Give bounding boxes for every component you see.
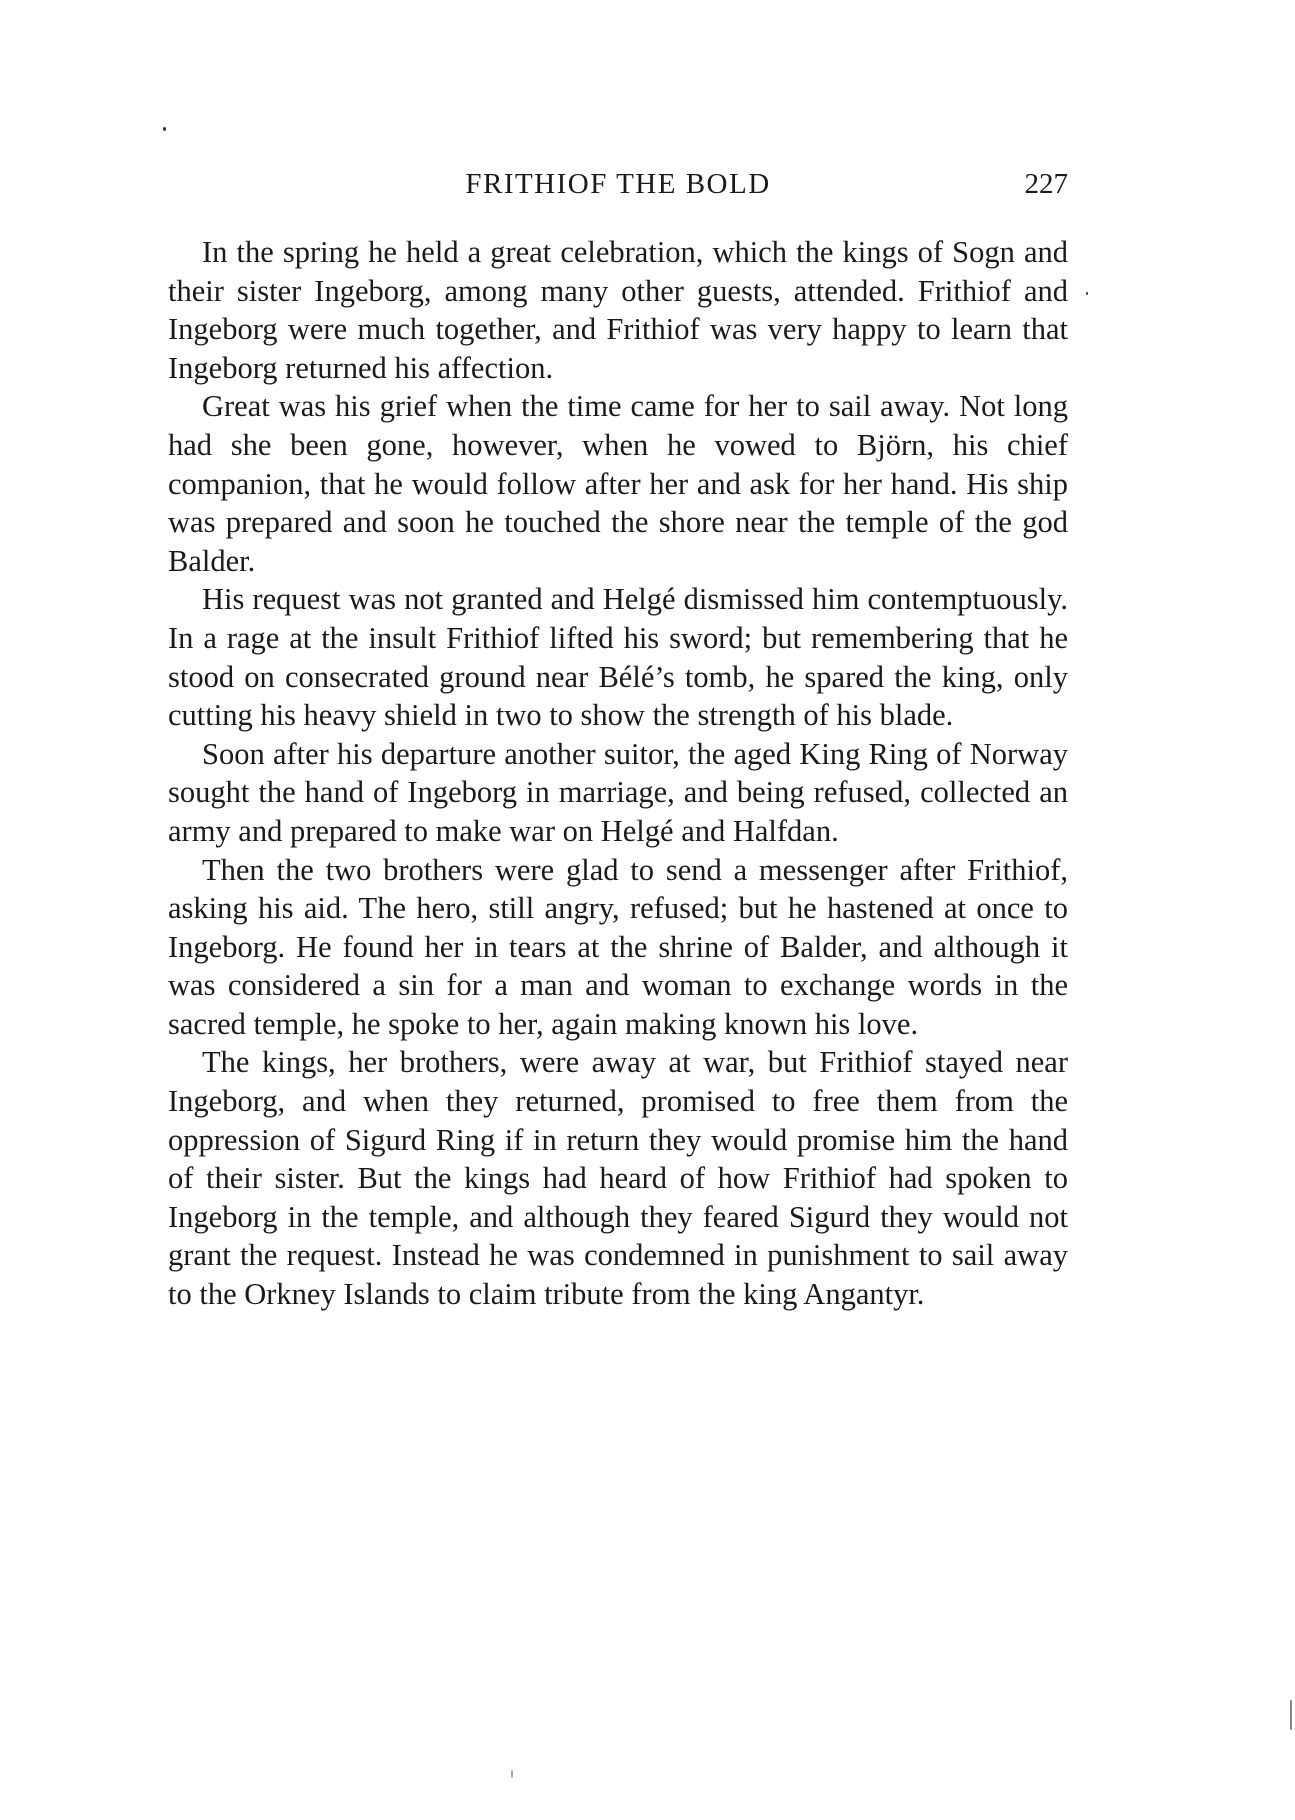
paragraph-3: His request was not granted and Helgé dismissed him contemptuously. In a rage at the insult Frithiof lifted his sword; but remembering that he stood on consecrated ground near Bélé’s tomb, he spared the king, only cutting his heavy shield in two to show the strength of his blade. — [168, 582, 1068, 733]
scan-speck — [1290, 1700, 1292, 1730]
paragraph-5: Then the two brothers were glad to send a messenger after Frithiof, asking his aid. The hero, still angry, refused; but he hastened at once to Ingeborg. He found her in tears at the shrine of Balder, and although it was considered a sin for a man and woman to exchange words in the sacred temple, he spoke to her, again making known his love. — [168, 852, 1068, 1041]
running-head — [168, 168, 1068, 208]
scan-speck — [511, 1770, 513, 1778]
scan-speck — [163, 127, 166, 131]
page-number: 227 — [1024, 168, 1068, 200]
paragraph-2: Great was his grief when the time came for her to sail away. Not long had she been gone, however, when he vowed to Björn, his chief companion, that he would follow after her and ask for her hand. His ship was prepared and soon he touched the shore near the temple of the god Balder. — [168, 389, 1068, 578]
scan-speck — [1086, 292, 1088, 295]
paragraph-6: The kings, her brothers, were away at war, but Frithiof stayed near Ingeborg, and when they returned, promised to free them from the oppression of Sigurd Ring if in return they would promise him the hand of their sister. But the kings had heard of how Frithiof had spoken to Ingeborg in the temple, and although they feared Sigurd they would not grant the request. Instead he was condemned in punishment to sail away to the Orkney Islands to claim tribute from the king Angantyr. — [168, 1045, 1068, 1312]
running-title: FRITHIOF THE BOLD — [465, 168, 771, 200]
body-text — [168, 233, 1068, 1314]
paragraph-1: In the spring he held a great celebration, which the kings of Sogn and their sister Ingeborg, among many other guests, attended. Frithiof and Ingeborg were much together, and Frithiof was very happy to learn that Ingeborg returned his affection. — [168, 235, 1068, 385]
paragraph-4: Soon after his departure another suitor, the aged King Ring of Norway sought the hand of Ingeborg in marriage, and being refused, collected an army and prepared to make war on Helgé and Halfdan. — [168, 736, 1068, 848]
